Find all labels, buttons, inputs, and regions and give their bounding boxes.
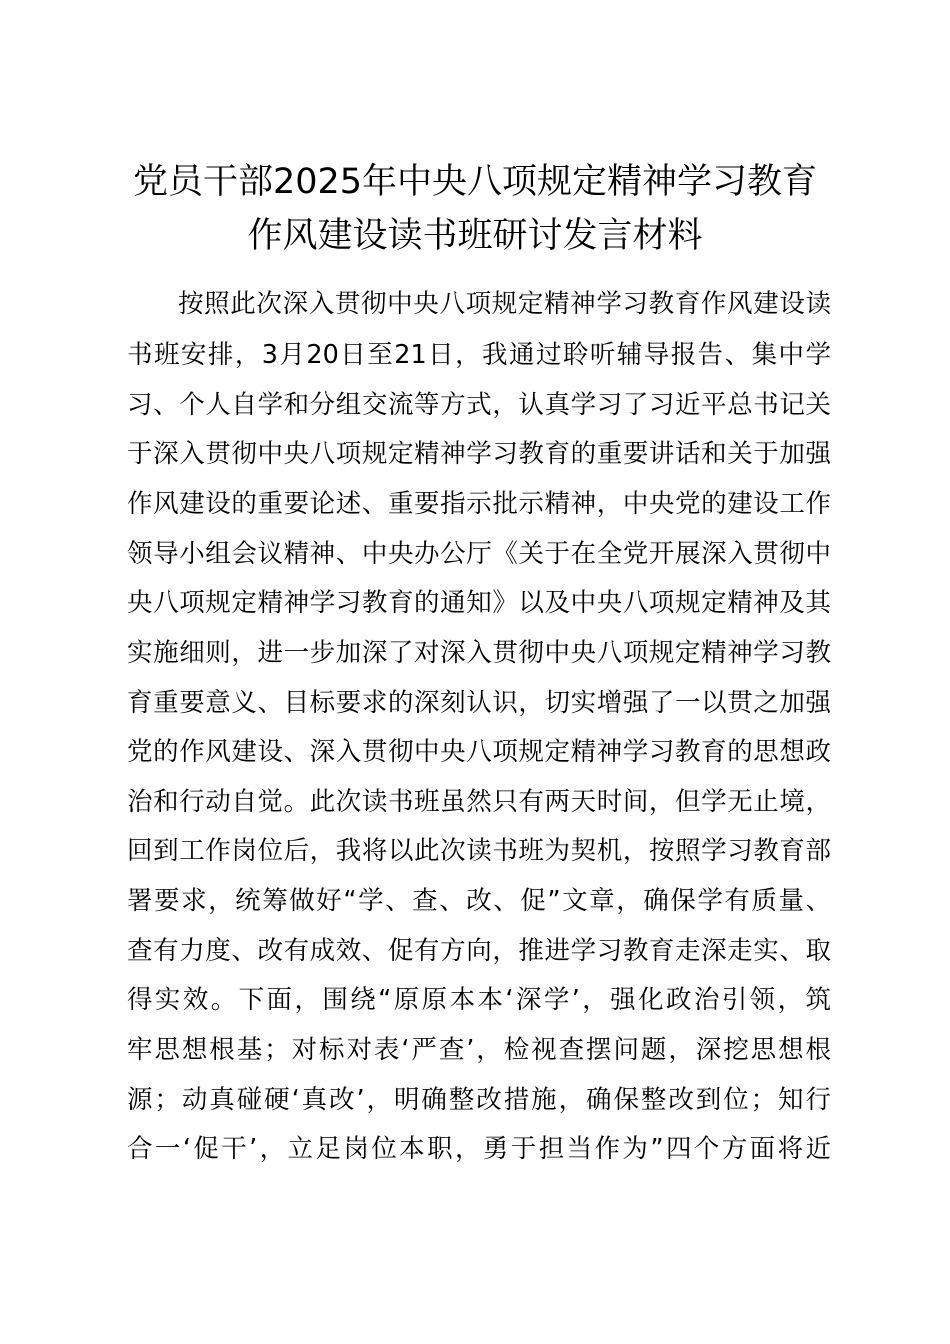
document-title-line-2: 作风建设读书班研讨发言材料 xyxy=(247,216,703,256)
body-text-line: 治和行动自觉。此次读书班虽然只有两天时间，但学无止境， xyxy=(127,787,831,817)
body-text-line: 得实效。下面，围绕“原原本本‘深学’，强化政治引领，筑 xyxy=(127,985,831,1015)
body-text-line: 习、个人自学和分组交流等方式，认真学习了习近平总书记关 xyxy=(127,390,831,420)
body-text-line: 实施细则，进一步加深了对深入贯彻中央八项规定精神学习教 xyxy=(127,638,831,668)
body-text-line: 领导小组会议精神、中央办公厅《关于在全党开展深入贯彻中 xyxy=(127,539,831,569)
body-text-line: 党的作风建设、深入贯彻中央八项规定精神学习教育的思想政 xyxy=(127,737,831,767)
body-text-line: 育重要意义、目标要求的深刻认识，切实增强了一以贯之加强 xyxy=(127,688,831,718)
body-text-line: 合一‘促干’，立足岗位本职，勇于担当作为”四个方面将近 xyxy=(127,1134,831,1164)
body-text-line: 回到工作岗位后，我将以此次读书班为契机，按照学习教育部 xyxy=(127,836,831,866)
body-text-line: 于深入贯彻中央八项规定精神学习教育的重要讲话和关于加强 xyxy=(127,439,831,469)
body-text-line: 署要求，统筹做好“学、查、改、促”文章，确保学有质量、 xyxy=(127,886,831,916)
document-title-line-1: 党员干部2025年中央八项规定精神学习教育 xyxy=(132,162,818,202)
body-text-line: 央八项规定精神学习教育的通知》以及中央八项规定精神及其 xyxy=(127,588,831,618)
body-text-line: 源；动真碰硬‘真改’，明确整改措施，确保整改到位；知行 xyxy=(127,1085,831,1115)
body-text-line: 书班安排，3月20日至21日，我通过聆听辅导报告、集中学 xyxy=(127,340,831,370)
body-text-line: 牢思想根基；对标对表‘严查’，检视查摆问题，深挖思想根 xyxy=(127,1035,831,1065)
body-text-line: 按照此次深入贯彻中央八项规定精神学习教育作风建设读 xyxy=(178,289,831,319)
body-text-line: 作风建设的重要论述、重要指示批示精神，中央党的建设工作 xyxy=(127,489,831,519)
body-text-line: 查有力度、改有成效、促有方向，推进学习教育走深走实、取 xyxy=(127,936,831,966)
